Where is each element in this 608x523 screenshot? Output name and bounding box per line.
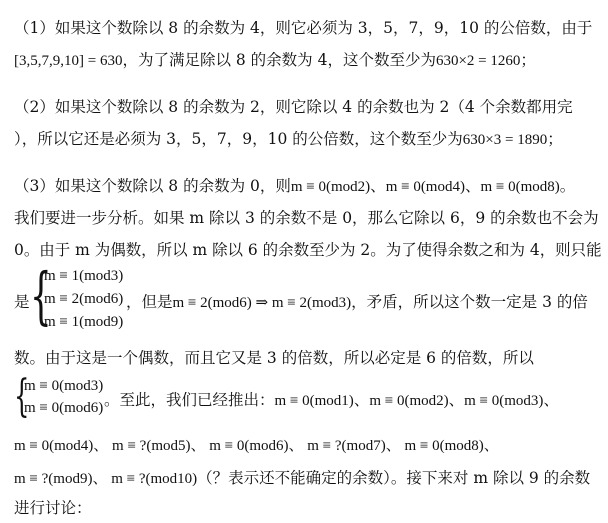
separator: 、 bbox=[353, 391, 370, 409]
para1-text: ，为了满足除以 8 的余数为 4，这个数至少为 bbox=[122, 51, 436, 69]
para2-line2 bbox=[14, 129, 563, 150]
para3-line6 bbox=[104, 390, 559, 411]
lcm-formula: [3,5,7,9,10] = 630 bbox=[14, 53, 123, 69]
para2-line1: （2）如果这个数除以 8 的余数为 2，则它除以 4 的余数也为 2（4 个余数都用完 bbox=[14, 98, 573, 116]
implication: m ≡ 2(mod6) ⇒ m ≡ 2(mod3) bbox=[172, 295, 352, 311]
period: 。 bbox=[559, 177, 576, 195]
para3-line9: 进行讨论： bbox=[14, 499, 92, 517]
semicolon: ； bbox=[547, 130, 563, 148]
congruence-mod1: m ≡ 0(mod1) bbox=[274, 393, 354, 409]
left-brace: { bbox=[14, 371, 30, 422]
para1-line1: （1）如果这个数除以 8 的余数为 4，则它必须为 3，5，7，9，10 的公倍数，由于 bbox=[14, 19, 593, 37]
left-brace: { bbox=[30, 259, 52, 332]
para2-text: ），所以它还是必须为 3，5，7，9，10 的公倍数，这个数至少为 bbox=[14, 130, 463, 148]
system2-row2: m ≡ 0(mod6) bbox=[24, 400, 104, 416]
system-of-congruences-1 bbox=[30, 259, 140, 338]
product-1890: 630×3 = 1890 bbox=[462, 132, 548, 148]
para3-line5: 数。由于这是一个偶数，而且它又是 3 的倍数，所以必定是 6 的倍数，所以 bbox=[14, 349, 534, 367]
para1-line2 bbox=[14, 50, 536, 71]
para3-line7: m ≡ 0(mod4)、 m ≡ ?(mod5)、 m ≡ 0(mod6)、 m ≡ ?(mod7)、 m ≡ 0(mod8)、 bbox=[14, 438, 499, 454]
congruences-unknown: m ≡ ?(mod9)、 m ≡ ?(mod10) bbox=[14, 471, 198, 487]
separator: 、 bbox=[464, 177, 481, 195]
para3-text: ，矛盾，所以这个数一定是 3 的倍 bbox=[351, 293, 588, 311]
para3-line4 bbox=[14, 292, 30, 312]
para3-text: ，但是 bbox=[126, 293, 173, 311]
para3-line2: 我们要进一步分析。如果 m 除以 3 的余数不是 0，那么它除以 6，9 的余数也不会为 bbox=[14, 209, 599, 227]
shi-char: 是 bbox=[14, 293, 30, 311]
para3-text: （？表示还不能确定的余数）。接下来对 m 除以 9 的余数 bbox=[197, 469, 591, 487]
para3-line1 bbox=[14, 176, 575, 197]
congruence-mod8: m ≡ 0(mod8) bbox=[480, 179, 560, 195]
congruence-mod4: m ≡ 0(mod4) bbox=[385, 179, 465, 195]
congruence-mod2: m ≡ 0(mod2) bbox=[290, 179, 371, 195]
product-1260: 630×2 = 1260 bbox=[435, 53, 521, 69]
system1-row3: m ≡ 1(mod9) bbox=[44, 314, 124, 330]
system1-row2: m ≡ 2(mod6) bbox=[44, 291, 124, 307]
system1-row1: m ≡ 1(mod3) bbox=[44, 268, 124, 284]
para3-text: （3）如果这个数除以 8 的余数为 0，则 bbox=[14, 177, 291, 195]
separator: 、 bbox=[543, 391, 559, 409]
para3-line8 bbox=[14, 468, 590, 489]
semicolon: ； bbox=[520, 51, 536, 69]
separator: 、 bbox=[448, 391, 465, 409]
congruence-mod3: m ≡ 0(mod3) bbox=[464, 393, 544, 409]
para3-line3: 0。由于 m 为偶数，所以 m 除以 6 的余数至少为 2。为了使得余数之和为 4，则只能 bbox=[14, 241, 602, 259]
separator: 、 bbox=[370, 177, 386, 195]
para3-text: 。至此，我们已经推出： bbox=[104, 391, 275, 409]
para3-line4-rest bbox=[126, 292, 588, 313]
congruence-mod2: m ≡ 0(mod2) bbox=[369, 393, 449, 409]
system2-row1: m ≡ 0(mod3) bbox=[24, 378, 104, 394]
